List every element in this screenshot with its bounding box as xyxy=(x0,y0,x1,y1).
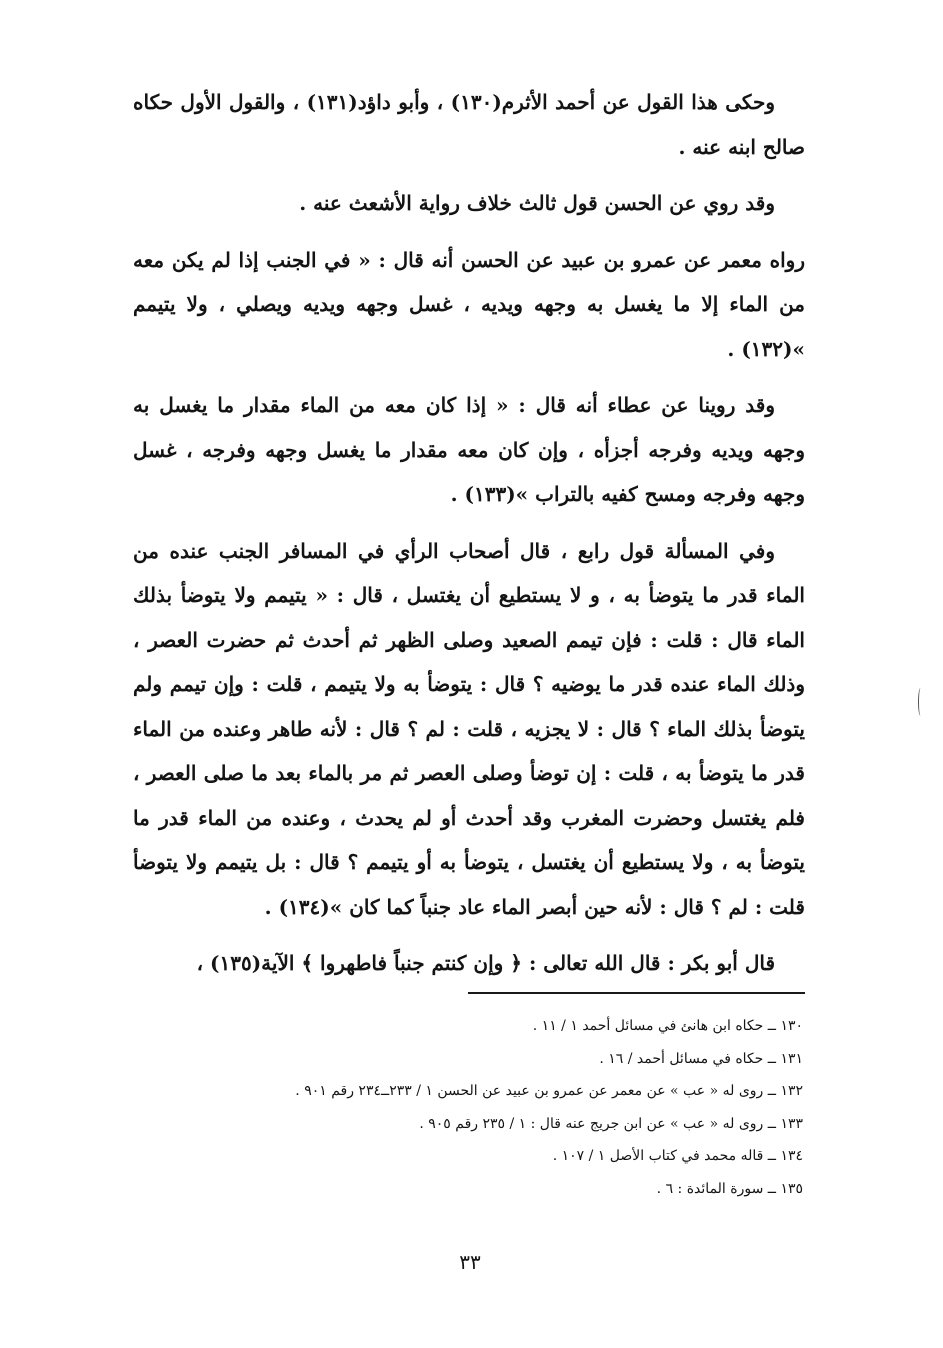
footnotes xyxy=(163,1010,803,1205)
footnote-131: ١٣١ ــ حكاه في مسائل أحمد / ١٦ . xyxy=(599,1050,803,1067)
page-number: ٣٣ xyxy=(459,1250,481,1274)
footnote-132: ١٣٢ ــ روى له « عب » عن معمر عن عمرو بن عبيد عن الحسن ١ / ٢٣٣ــ٢٣٤ رقم ٩٠١ . xyxy=(295,1083,803,1099)
paragraph-6: قال أبو بكر : قال الله تعالى : ﴿ وإن كنتم جنباً فاطهروا ﴾ الآية(١٣٥) ، xyxy=(196,951,775,975)
footnote-133: ١٣٣ ــ روى له « عب » عن ابن جريج عنه قال : ١ / ٢٣٥ رقم ٩٠٥ . xyxy=(419,1115,803,1132)
footnote-134: ١٣٤ ــ قاله محمد في كتاب الأصل ١ / ١٠٧ . xyxy=(552,1148,803,1164)
paragraph-3: رواه معمر عن عمرو بن عبيد عن الحسن أنه قال : « في الجنب إذا لم يكن معه من الماء إلا ما يغسل به وجهه ويديه ، غسل وجهه ويديه ويصلي ، ولا يتيمم »(١٣٢) . xyxy=(133,247,806,361)
scan-edge-mark xyxy=(918,688,923,716)
paragraph-4: وقد روينا عن عطاء أنه قال : « إذا كان معه من الماء مقدار ما يغسل به وجهه ويديه وفرجه أجزأه ، وإن كان معه مقدار ما يغسل وجهه وفرجه ، غسل وجهه وفرجه ومسح كفيه بالتراب »(١٣٣) . xyxy=(133,393,805,506)
paragraph-1: وحكى هذا القول عن أحمد الأثرم(١٣٠) ، وأبو داؤد(١٣١) ، والقول الأول حكاه صالح ابنه عنه . xyxy=(133,90,805,159)
footnote-separator xyxy=(468,992,805,994)
footnote-130: ١٣٠ ــ حكاه ابن هانئ في مسائل أحمد ١ / ١١ . xyxy=(532,1018,803,1034)
paragraph-2: وقد روي عن الحسن قول ثالث خلاف رواية الأشعث عنه . xyxy=(299,191,775,215)
main-text xyxy=(133,80,805,986)
footnote-135: ١٣٥ ــ سورة المائدة : ٦ . xyxy=(656,1180,803,1197)
paragraph-5: وفي المسألة قول رابع ، قال أصحاب الرأي في المسافر الجنب عنده من الماء قدر ما يتوضأ به ، و لا يستطيع أن يغتسل ، قال : « يتيمم ولا يتوضأ بذلك الماء قال : قلت : فإن تيمم الصعيد وصلى الظهر ثم أحدث ثم حضرت العصر ، وذلك الماء عنده قدر ما يوضيه ؟ قال : يتوضأ به ولا يتيمم ، قلت : وإن تيمم ولم يتوضأ بذلك الماء ؟ قال : لا يجزيه ، قلت : لم ؟ قال : لأنه طاهر وعنده من الماء قدر ما يتوضأ به ، قلت : إن توضأ وصلى العصر ثم مر بالماء بعد ما صلى العصر ، فلم يغتسل وحضرت المغرب وقد أحدث أو لم يحدث ، وعنده من الماء قدر ما يتوضأ به ، ولا يستطيع أن يغتسل ، يتوضأ به أو يتيمم ؟ قال : بل يتيمم ولا يتوضأ قلت : لم ؟ قال : لأنه حين أبصر الماء عاد جنباً كما كان »(١٣٤) . xyxy=(133,538,805,919)
